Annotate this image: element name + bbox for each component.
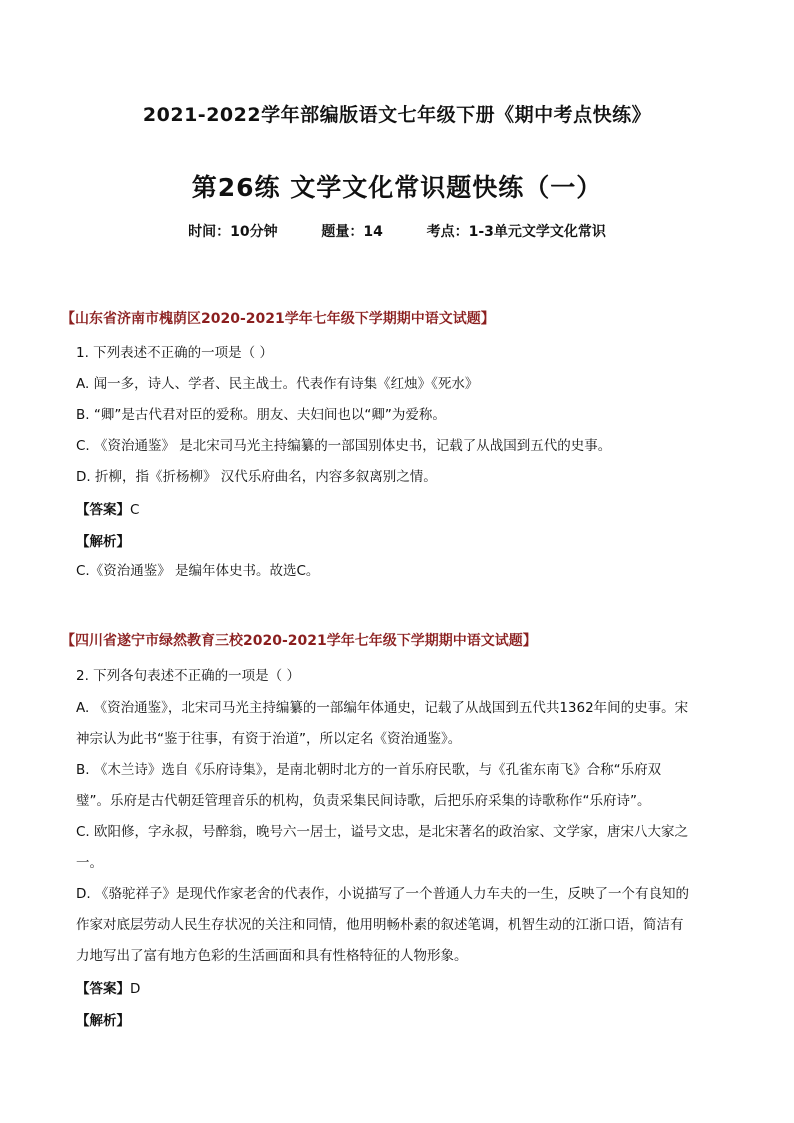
q1-source: 【山东省济南市槐荫区2020-2021学年七年级下学期期中语文试题】	[61, 311, 495, 327]
exercise-meta	[0, 221, 794, 241]
answer-label: 【答案】	[76, 502, 130, 518]
q1-answer	[76, 498, 139, 518]
q2-stem: 2. 下列各句表述不正确的一项是（ ）	[76, 668, 300, 684]
q2-line: 力地写出了富有地方色彩的生活画面和具有性格特征的人物形象。	[76, 948, 468, 964]
q2-line: A. 《资治通鉴》，北宋司马光主持编纂的一部编年体通史，记载了从战国到五代共1362年间的史事。宋	[76, 700, 689, 716]
q2-answer	[76, 977, 140, 997]
q2-line: B. 《木兰诗》选自《乐府诗集》，是南北朝时北方的一首乐府民歌，与《孔雀东南飞》合称“乐府双	[76, 762, 662, 778]
q2-line: 作家对底层劳动人民生存状况的关注和同情，他用明畅朴素的叙述笔调，机智生动的江浙口语，简洁有	[76, 917, 684, 933]
q2-line: 神宗认为此书“鉴于往事，有资于治道”，所以定名《资治通鉴》。	[76, 731, 462, 747]
q2-source: 【四川省遂宁市绿然教育三校2020-2021学年七年级下学期期中语文试题】	[61, 633, 537, 649]
q1-option-c: C. 《资治通鉴》 是北宋司马光主持编纂的一部国别体史书，记载了从战国到五代的史事。	[76, 438, 612, 454]
page-title: 第26练 文学文化常识题快练（一）	[191, 173, 603, 202]
answer-label: 【答案】	[76, 981, 130, 997]
q2-line: 璧”。乐府是古代朝廷管理音乐的机构，负责采集民间诗歌，后把乐府采集的诗歌称作“乐府诗”。	[76, 793, 651, 809]
q1-analysis-label: 【解析】	[76, 534, 130, 550]
time-label: 时间：10分钟	[188, 224, 278, 240]
q2-analysis-label: 【解析】	[76, 1013, 130, 1029]
answer-value: C	[130, 502, 140, 518]
series-title: 2021-2022学年部编版语文七年级下册《期中考点快练》	[142, 104, 652, 126]
q2-line: 一。	[76, 855, 103, 871]
count-label: 题量：14	[321, 224, 383, 240]
q1-option-b: B. “卿”是古代君对臣的爱称。朋友、夫妇间也以“卿”为爱称。	[76, 407, 446, 423]
q1-analysis: C.《资治通鉴》 是编年体史书。故选C。	[76, 563, 320, 579]
q1-option-a: A. 闻一多，诗人、学者、民主战士。代表作有诗集《红烛》《死水》	[76, 376, 479, 392]
q2-line: C. 欧阳修，字永叔，号醉翁，晚号六一居士，谥号文忠，是北宋著名的政治家、文学家，唐宋八大家之	[76, 824, 689, 840]
q2-line: D. 《骆驼祥子》是现代作家老舍的代表作，小说描写了一个普通人力车夫的一生，反映了一个有良知的	[76, 886, 689, 902]
q1-option-d: D. 折柳，指《折杨柳》 汉代乐府曲名，内容多叙离别之情。	[76, 469, 437, 485]
q1-stem: 1. 下列表述不正确的一项是（ ）	[76, 345, 273, 361]
topic-label: 考点：1-3单元文学文化常识	[426, 224, 606, 240]
answer-value: D	[130, 981, 141, 997]
